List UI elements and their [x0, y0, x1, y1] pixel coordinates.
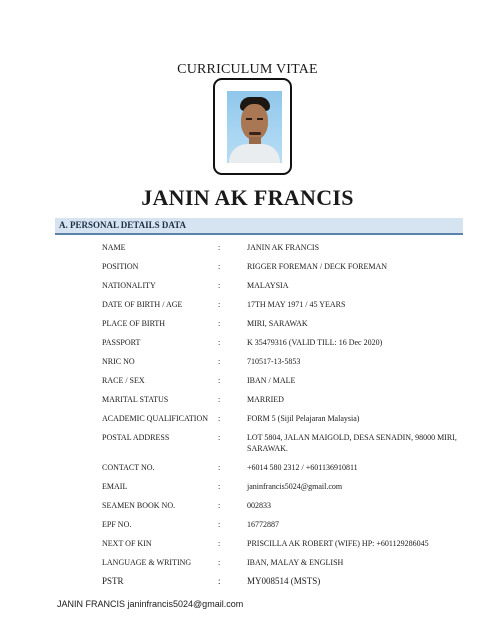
detail-label: NATIONALITY	[102, 281, 156, 290]
detail-label: EPF NO.	[102, 520, 132, 529]
detail-separator: :	[218, 520, 221, 529]
detail-separator: :	[218, 338, 221, 347]
detail-separator: :	[218, 576, 221, 586]
detail-label: NRIC NO	[102, 357, 135, 366]
detail-label: POSITION	[102, 262, 139, 271]
detail-value: 16772887	[247, 520, 279, 529]
detail-value: K 35479316 (VALID TILL: 16 Dec 2020)	[247, 338, 383, 347]
detail-separator: :	[218, 463, 221, 472]
detail-separator: :	[218, 281, 221, 290]
detail-separator: :	[218, 482, 221, 491]
detail-value: MARRIED	[247, 395, 284, 404]
detail-value: FORM 5 (Sijil Pelajaran Malaysia)	[247, 414, 360, 423]
detail-label: CONTACT NO.	[102, 463, 155, 472]
detail-value: +6014 580 2312 / +601136910811	[247, 463, 358, 472]
detail-label: LANGUAGE & WRITING	[102, 558, 192, 567]
detail-value: IBAN / MALE	[247, 376, 296, 385]
detail-label: SEAMEN BOOK NO.	[102, 501, 176, 510]
detail-value: PRISCILLA AK ROBERT (WIFE) HP: +601129286045	[247, 539, 429, 548]
profile-photo-frame	[213, 78, 292, 175]
detail-separator: :	[218, 433, 221, 442]
detail-value: MALAYSIA	[247, 281, 289, 290]
detail-separator: :	[218, 262, 221, 271]
detail-value: 710517-13-5853	[247, 357, 301, 366]
detail-value: 17TH MAY 1971 / 45 YEARS	[247, 300, 346, 309]
detail-separator: :	[218, 357, 221, 366]
detail-separator: :	[218, 539, 221, 548]
detail-value: JANIN AK FRANCIS	[247, 243, 320, 252]
profile-photo	[227, 91, 282, 163]
detail-label: PSTR	[102, 576, 124, 586]
detail-label: MARITAL STATUS	[102, 395, 169, 404]
detail-separator: :	[218, 414, 221, 423]
section-header-personal-details	[55, 218, 463, 235]
detail-value: IBAN, MALAY & ENGLISH	[247, 558, 344, 567]
detail-value: 002833	[247, 501, 271, 510]
detail-separator: :	[218, 243, 221, 252]
detail-value: RIGGER FOREMAN / DECK FOREMAN	[247, 262, 388, 271]
detail-value: janinfrancis5024@gmail.com	[247, 482, 343, 491]
name-heading: JANIN AK FRANCIS	[141, 185, 354, 210]
detail-separator: :	[218, 319, 221, 328]
detail-separator: :	[218, 501, 221, 510]
detail-label: DATE OF BIRTH / AGE	[102, 300, 183, 309]
detail-separator: :	[218, 395, 221, 404]
detail-label: PASSPORT	[102, 338, 141, 347]
detail-label: EMAIL	[102, 482, 128, 491]
detail-separator: :	[218, 558, 221, 567]
detail-label: RACE / SEX	[102, 376, 145, 385]
detail-label: POSTAL ADDRESS	[102, 433, 170, 442]
detail-label: PLACE OF BIRTH	[102, 319, 166, 328]
detail-label: NAME	[102, 243, 126, 252]
section-title: A. PERSONAL DETAILS DATA	[59, 220, 187, 230]
cv-title: CURRICULUM VITAE	[177, 62, 318, 77]
detail-label: ACADEMIC QUALIFICATION	[102, 414, 208, 423]
detail-value: MY008514 (MSTS)	[247, 576, 321, 586]
page-footer: JANIN FRANCIS janinfrancis5024@gmail.com	[57, 599, 244, 609]
detail-value: LOT 5804, JALAN MAIGOLD, DESA SENADIN, 98000 MIRI, SARAWAK.	[247, 433, 457, 453]
detail-separator: :	[218, 376, 221, 385]
detail-separator: :	[218, 300, 221, 309]
detail-label: NEXT OF KIN	[102, 539, 152, 548]
detail-value: MIRI, SARAWAK	[247, 319, 308, 328]
